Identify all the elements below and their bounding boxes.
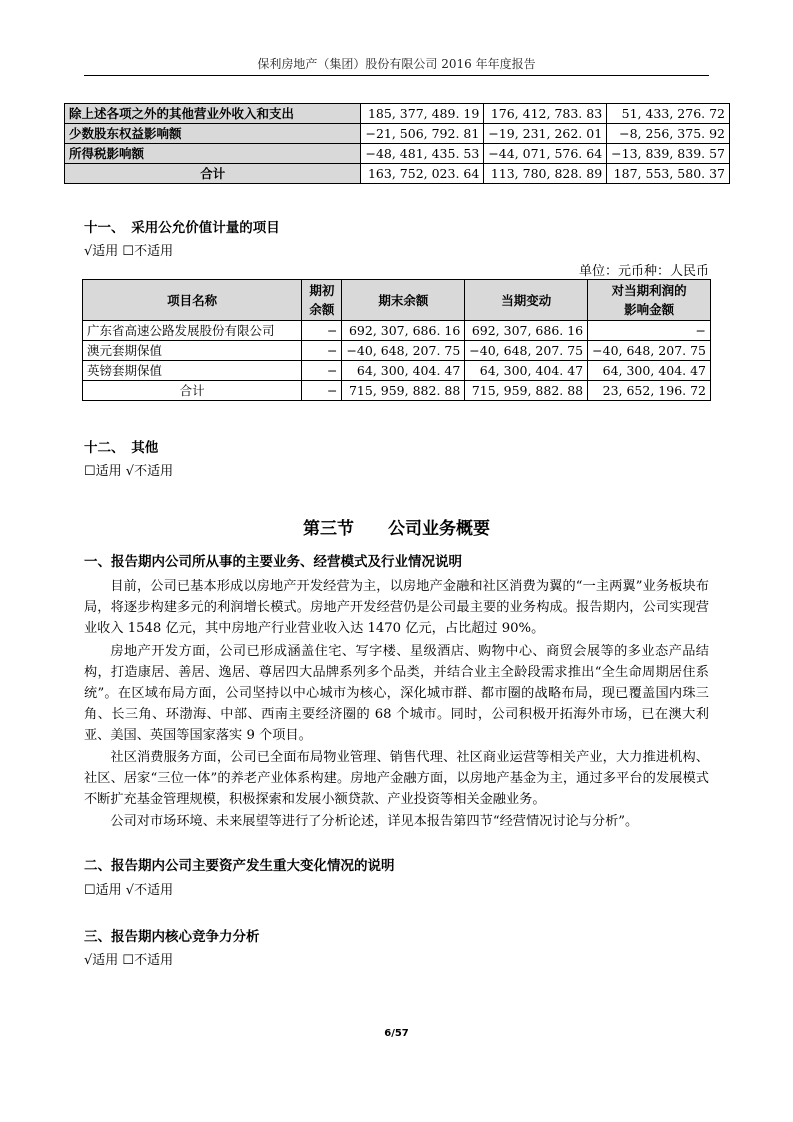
- paragraph: 公司对市场环境、未来展望等进行了分析论述，详见本报告第四节“经营情况讨论与分析”。: [110, 814, 639, 829]
- column-header-label: 期末余额: [378, 292, 429, 308]
- table-row: [83, 341, 711, 361]
- part-2-heading: 二、报告期内公司主要资产发生重大变化情况的说明: [84, 858, 395, 874]
- report-header: 保利房地产（集团）股份有限公司 2016 年年度报告: [257, 57, 536, 71]
- cell-value: −40, 648, 207. 75: [342, 341, 465, 361]
- item-name: 澳元套期保值: [83, 341, 302, 361]
- cell-value: −: [302, 321, 342, 341]
- cell-value: 64, 300, 404. 47: [465, 361, 588, 381]
- cell-value: 715, 959, 882. 88: [342, 381, 465, 401]
- part-1-heading: 一、报告期内公司所从事的主要业务、经营模式及行业情况说明: [84, 554, 462, 570]
- column-header-label: 对当期利润的 影响金额: [611, 283, 687, 317]
- column-header-label: 期初 余额: [309, 283, 335, 317]
- item-name: 合计: [83, 381, 302, 401]
- column-header: [465, 280, 588, 321]
- section-11-heading: 十一、 采用公允价值计量的项目: [84, 220, 280, 236]
- cell-value: 715, 959, 882. 88: [465, 381, 588, 401]
- table-row: [65, 104, 730, 124]
- cell-value: −: [588, 321, 711, 341]
- table-row: [65, 144, 730, 164]
- row-label: 所得税影响额: [65, 144, 361, 164]
- section-11-applicability: √适用 ☐不适用: [84, 244, 174, 259]
- cell-value: −40, 648, 207. 75: [465, 341, 588, 361]
- cell-value: 185, 377, 489. 19: [361, 104, 484, 124]
- table-row: [83, 361, 711, 381]
- cell-value: −44, 071, 576. 64: [484, 144, 607, 164]
- cell-value: 64, 300, 404. 47: [588, 361, 711, 381]
- paragraph: 目前，公司已基本形成以房地产开发经营为主，以房地产金融和社区消费为翼的“一主两翼”业务板块布局，将逐步构建多元的利润增长模式。房地产开发经营仍是公司最主要的业务构成。报告期内，公司实现营业收入 1548 亿元，其中房地产行业营业收入达 1470 亿元，占比超过 90%。: [84, 579, 709, 636]
- fair-value-table: [82, 279, 711, 401]
- column-header: [83, 280, 302, 321]
- cell-value: 113, 780, 828. 89: [484, 164, 607, 184]
- item-name: 英镑套期保值: [83, 361, 302, 381]
- chapter-title: 第三节 公司业务概要: [303, 519, 490, 539]
- header-divider: [84, 75, 709, 76]
- cell-value: −40, 648, 207. 75: [588, 341, 711, 361]
- cell-value: 163, 752, 023. 64: [361, 164, 484, 184]
- section-12-applicability: ☐适用 √不适用: [84, 464, 174, 479]
- cell-value: −19, 231, 262. 01: [484, 124, 607, 144]
- table-header-row: [83, 280, 711, 321]
- row-label: 合计: [65, 164, 361, 184]
- table-total-row: [83, 381, 711, 401]
- cell-value: 23, 652, 196. 72: [588, 381, 711, 401]
- cell-value: −21, 506, 792. 81: [361, 124, 484, 144]
- part-3-heading: 三、报告期内核心竞争力分析: [84, 929, 260, 945]
- cell-value: 176, 412, 783. 83: [484, 104, 607, 124]
- paragraph: 社区消费服务方面，公司已全面布局物业管理、销售代理、社区商业运营等相关产业，大力推进机构、社区、居家“三位一体”的养老产业体系构建。房地产金融方面，以房地产基金为主，通过多平台的发展模式不断扩充基金管理规模，积极探索和发展小额贷款、产业投资等相关金融业务。: [84, 750, 709, 807]
- table-row: [65, 124, 730, 144]
- cell-value: −: [302, 361, 342, 381]
- cell-value: −: [302, 341, 342, 361]
- non-recurring-items-table: [64, 103, 730, 184]
- cell-value: −8, 256, 375. 92: [607, 124, 730, 144]
- column-header: [588, 280, 711, 321]
- cell-value: 692, 307, 686. 16: [342, 321, 465, 341]
- cell-value: −48, 481, 435. 53: [361, 144, 484, 164]
- cell-value: 692, 307, 686. 16: [465, 321, 588, 341]
- column-header-label: 当期变动: [501, 292, 552, 308]
- row-label: 少数股东权益影响额: [65, 124, 361, 144]
- page-number: 6/57: [384, 1028, 409, 1039]
- section-12-heading: 十二、 其他: [84, 440, 159, 456]
- part-2-applicability: ☐适用 √不适用: [84, 883, 174, 898]
- cell-value: 64, 300, 404. 47: [342, 361, 465, 381]
- table-row: [83, 321, 711, 341]
- table-total-row: [65, 164, 730, 184]
- cell-value: 187, 553, 580. 37: [607, 164, 730, 184]
- paragraph: 房地产开发方面，公司已形成涵盖住宅、写字楼、星级酒店、购物中心、商贸会展等的多业态产品结构，打造康居、善居、逸居、尊居四大品牌系列多个品类，并结合业主全龄段需求推出“全生命周期居住系统”。在区域布局方面，公司坚持以中心城市为核心，深化城市群、都市圈的战略布局，现已覆盖国内珠三角、长三角、环渤海、中部、西南主要经济圈的 68 个城市。同时，公司积极开拓海外市场，已在澳大利亚、美国、英国等国家落实 9 个项目。: [84, 644, 709, 743]
- cell-value: −13, 839, 839. 57: [607, 144, 730, 164]
- cell-value: −: [302, 381, 342, 401]
- column-header-label: 项目名称: [167, 292, 218, 308]
- column-header: [302, 280, 342, 321]
- part-3-applicability: √适用 ☐不适用: [84, 953, 174, 968]
- cell-value: 51, 433, 276. 72: [607, 104, 730, 124]
- row-label: 除上述各项之外的其他营业外收入和支出: [65, 104, 361, 124]
- item-name: 广东省高速公路发展股份有限公司: [83, 321, 302, 341]
- column-header: [342, 280, 465, 321]
- currency-unit: 单位：元币种：人民币: [578, 264, 709, 279]
